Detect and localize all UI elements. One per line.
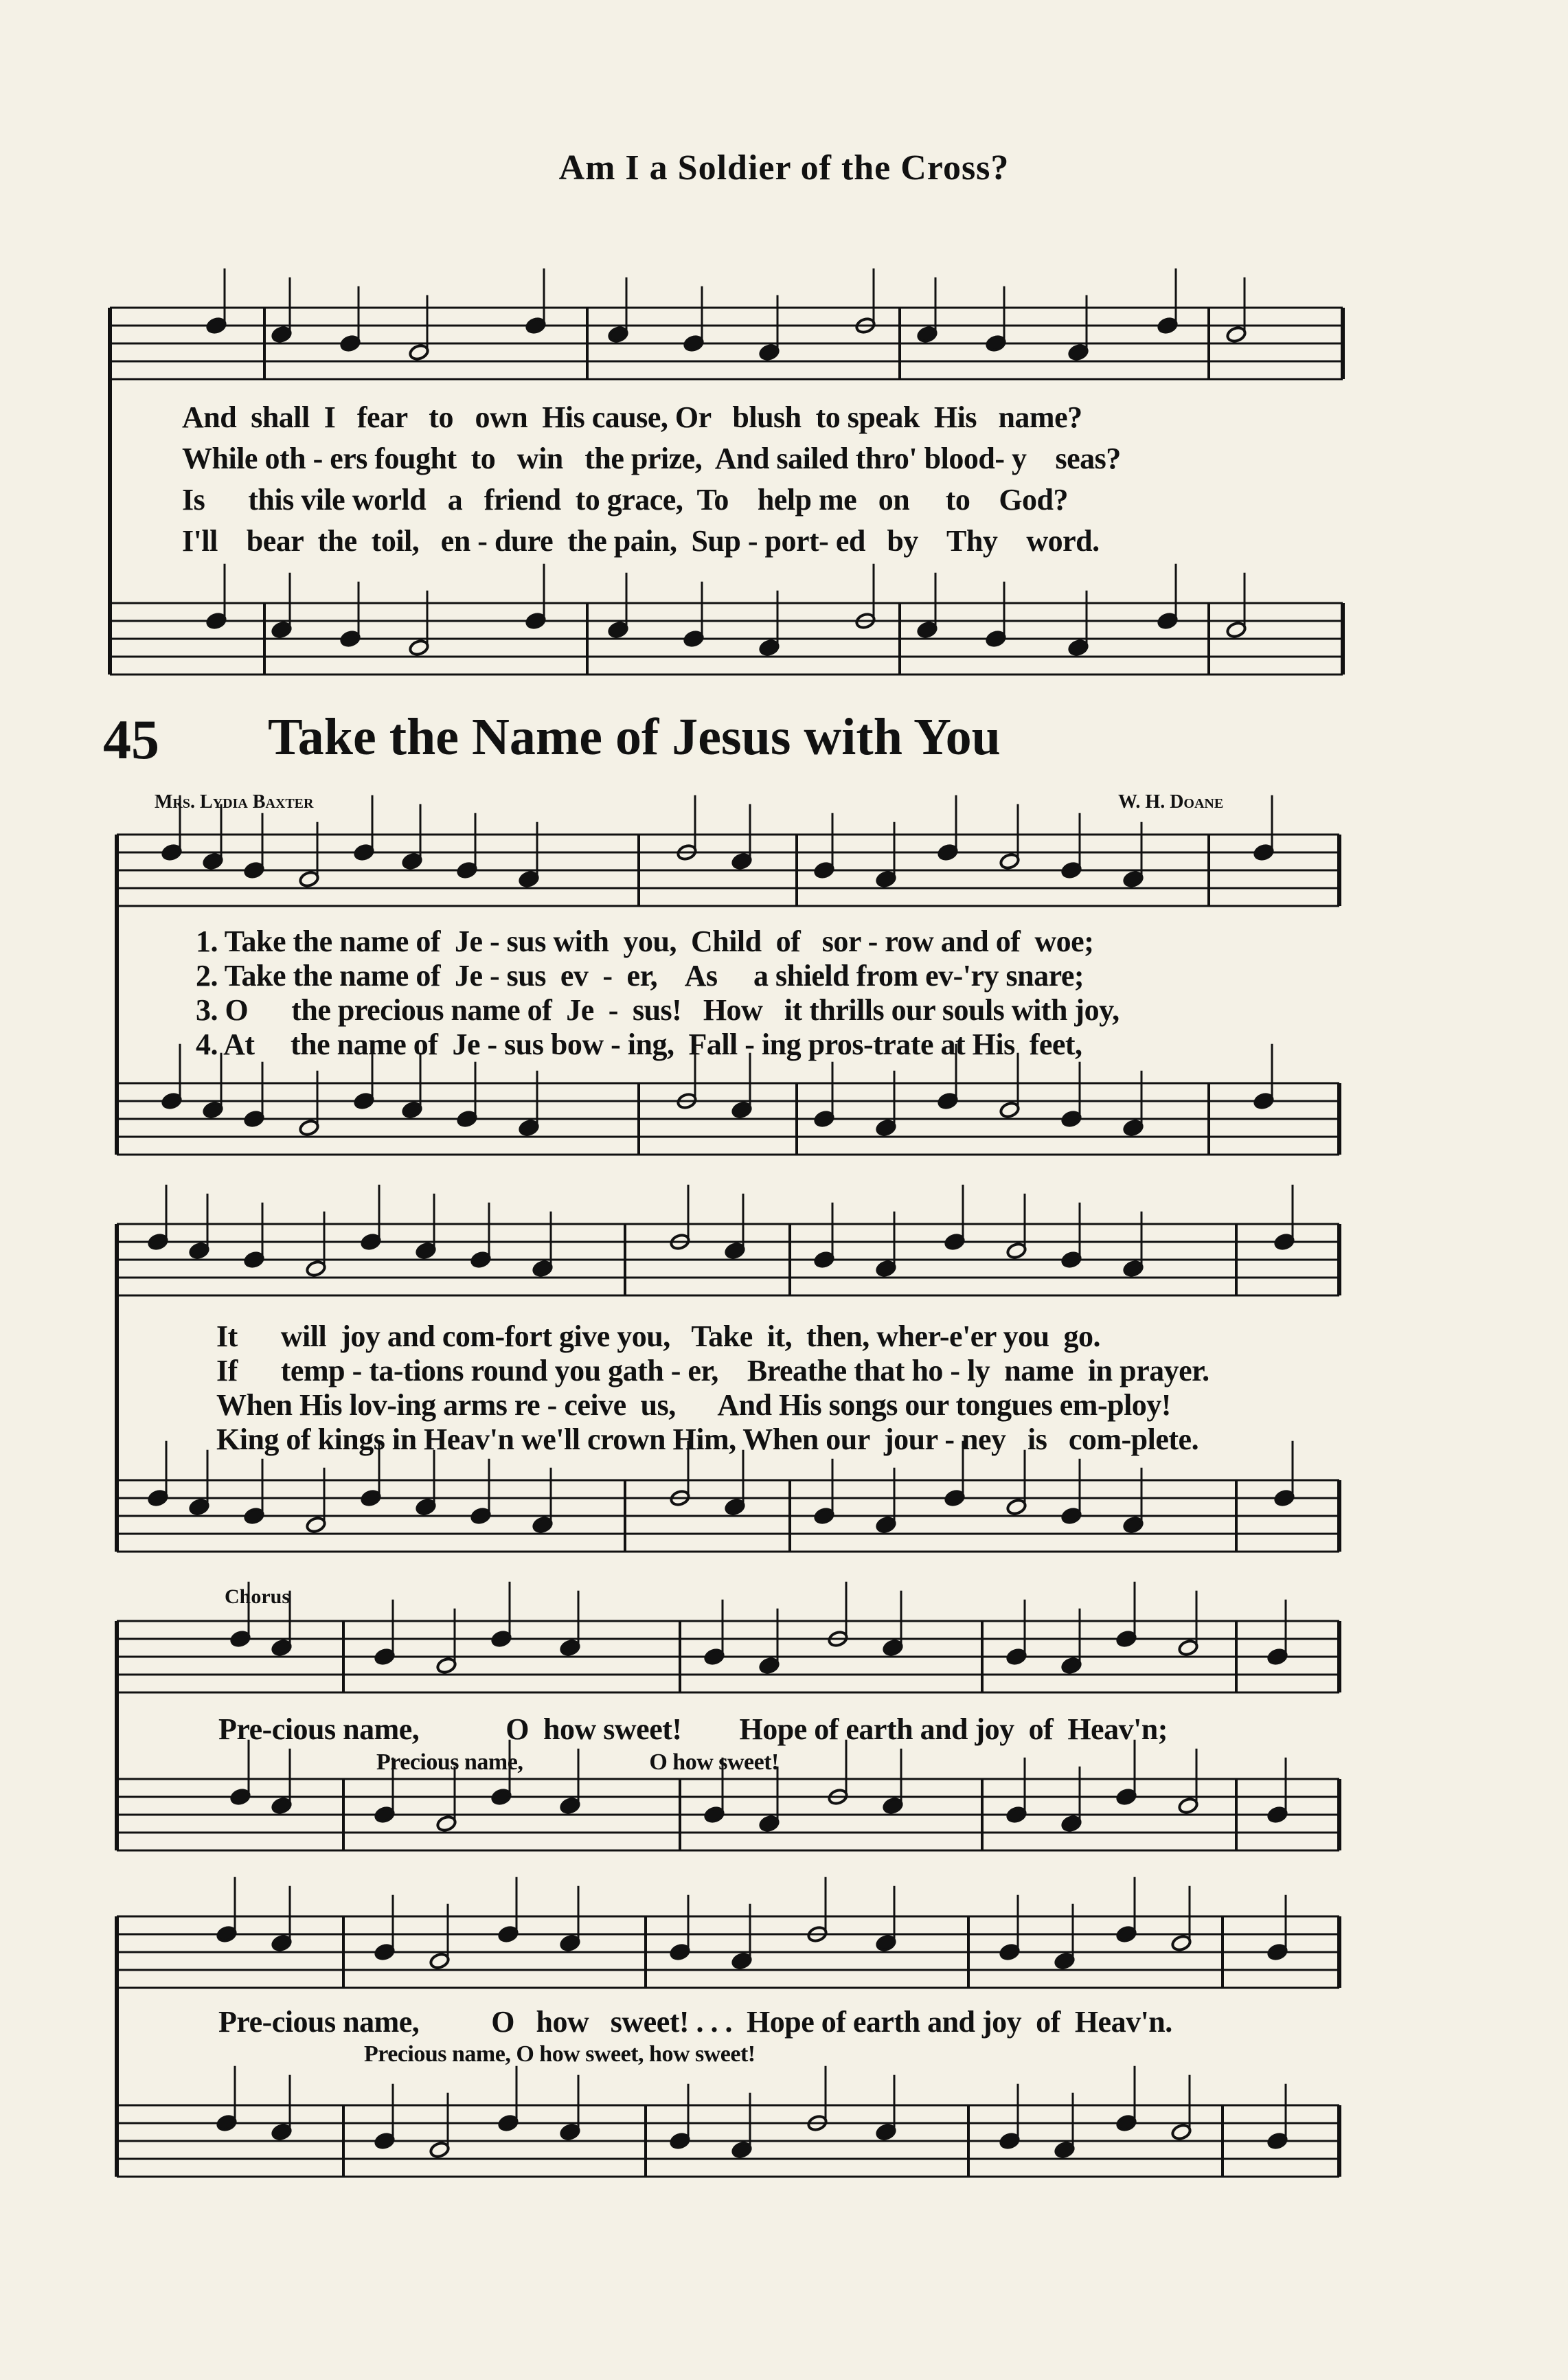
chorus-bass-line-2: Precious name, O how sweet, how sweet! xyxy=(364,2041,755,2067)
hymn-number: 45 xyxy=(103,708,159,771)
chorus-bass-line-1: Precious name, O how sweet! xyxy=(376,1749,779,1775)
top-verse-line-1: And shall I fear to own His cause, Or blush to speak His name? xyxy=(182,400,1082,434)
verse-3-line-b: When His lov-ing arms re - ceive us, And His songs our tongues em-ploy! xyxy=(216,1388,1171,1422)
hymn-top-title: Am I a Soldier of the Cross? xyxy=(558,148,1010,188)
verse-2-line-b: If temp - ta-tions round you gath - er, Breathe that ho - ly name in prayer. xyxy=(216,1354,1209,1387)
hymn-title: Take the Name of Jesus with You xyxy=(268,708,1001,766)
top-verse-line-2: While oth - ers fought to win the prize, And sailed thro' blood- y seas? xyxy=(182,442,1121,475)
composer-credit: W. H. Doane xyxy=(1118,791,1224,813)
chorus-line-1: Pre-cious name, O how sweet! Hope of earth and joy of Heav'n; xyxy=(218,1712,1168,1746)
verse-2-line-a: 2. Take the name of Je - sus ev - er, As a shield from ev-'ry snare; xyxy=(196,959,1084,993)
verse-1-line-a: 1. Take the name of Je - sus with you, Child of sor - row and of woe; xyxy=(196,925,1094,958)
verse-1-line-b: It will joy and com-fort give you, Take it, then, wher-e'er you go. xyxy=(216,1319,1101,1353)
verse-4-line-b: King of kings in Heav'n we'll crown Him, When our jour - ney is com-plete. xyxy=(216,1423,1199,1456)
top-verse-line-3: Is this vile world a friend to grace, To help me on to God? xyxy=(182,483,1069,517)
chorus-line-2: Pre-cious name, O how sweet! . . . Hope of earth and joy of Heav'n. xyxy=(218,2005,1172,2039)
author-credit: Mrs. Lydia Baxter xyxy=(155,791,314,813)
top-verse-line-4: I'll bear the toil, en - dure the pain, Sup - port- ed by Thy word. xyxy=(182,524,1100,558)
verse-3-line-a: 3. O the precious name of Je - sus! How it thrills our souls with joy, xyxy=(196,993,1120,1027)
chorus-label: Chorus xyxy=(225,1585,291,1608)
verse-4-line-a: 4. At the name of Je - sus bow - ing, Fall - ing pros-trate at His feet, xyxy=(196,1028,1082,1061)
